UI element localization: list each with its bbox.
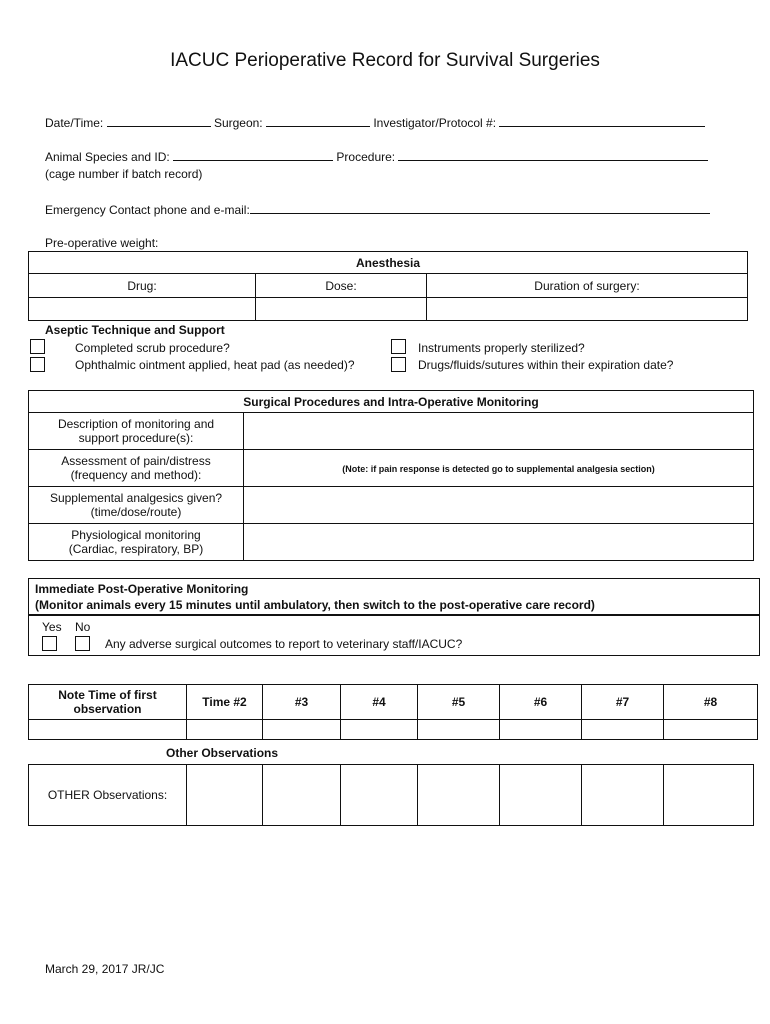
other-observations-table	[28, 764, 754, 826]
species-label: Animal Species and ID:	[45, 150, 170, 164]
pain-note: (Note: if pain response is detected go to supplemental analgesia section)	[342, 464, 655, 474]
header-line-2	[45, 150, 708, 164]
ointment-checkbox[interactable]	[30, 357, 45, 372]
adverse-question: Any adverse surgical outcomes to report to veterinary staff/IACUC?	[105, 637, 463, 651]
drug-cell[interactable]	[29, 298, 256, 321]
no-checkbox[interactable]	[75, 636, 90, 651]
other-cell-3[interactable]	[263, 765, 341, 826]
preop-weight-label: Pre-operative weight:	[45, 236, 159, 250]
no-label: No	[75, 620, 91, 634]
date-time-field[interactable]	[107, 116, 211, 127]
other-cell-5[interactable]	[418, 765, 500, 826]
first-observation-l1: Note Time of first	[58, 688, 157, 702]
surgeon-field[interactable]	[266, 116, 370, 127]
instruments-checkbox[interactable]	[391, 339, 406, 354]
cage-note: (cage number if batch record)	[45, 167, 203, 181]
yes-label: Yes	[42, 620, 62, 634]
pain-cell[interactable]	[244, 450, 754, 487]
instruments-label: Instruments properly sterilized?	[418, 341, 585, 355]
duration-header: Duration of surgery:	[427, 274, 748, 298]
time-6-header: #6	[500, 685, 582, 720]
scrub-label: Completed scrub procedure?	[75, 341, 230, 355]
physiological-label	[29, 524, 244, 561]
analgesics-label-l2: (time/dose/route)	[90, 505, 182, 519]
time-3-cell[interactable]	[263, 720, 341, 740]
analgesics-cell[interactable]	[244, 487, 754, 524]
time-5-header: #5	[418, 685, 500, 720]
analgesics-label	[29, 487, 244, 524]
other-cell-8[interactable]	[664, 765, 754, 826]
species-field[interactable]	[173, 150, 333, 161]
physiological-label-l1: Physiological monitoring	[71, 528, 201, 542]
physiological-label-l2: (Cardiac, respiratory, BP)	[68, 542, 204, 556]
pain-label	[29, 450, 244, 487]
page-title: IACUC Perioperative Record for Survival Surgeries	[170, 50, 600, 71]
time-3-header: #3	[263, 685, 341, 720]
anesthesia-table	[28, 251, 748, 321]
other-observations-label: OTHER Observations:	[29, 765, 187, 826]
investigator-label: Investigator/Protocol #:	[373, 116, 497, 130]
drugs-label: Drugs/fluids/sutures within their expiration date?	[418, 358, 674, 372]
time-4-cell[interactable]	[341, 720, 418, 740]
header-line-1	[45, 116, 705, 130]
time-6-cell[interactable]	[500, 720, 582, 740]
monitoring-label-l2: support procedure(s):	[78, 431, 194, 445]
date-time-label: Date/Time:	[45, 116, 104, 130]
procedure-label: Procedure:	[336, 150, 396, 164]
time-7-header: #7	[582, 685, 664, 720]
other-cell-7[interactable]	[582, 765, 664, 826]
observation-time-table	[28, 684, 758, 740]
other-cell-6[interactable]	[500, 765, 582, 826]
ointment-label: Ophthalmic ointment applied, heat pad (as needed)?	[75, 358, 355, 372]
surgeon-label: Surgeon:	[213, 116, 263, 130]
time-8-cell[interactable]	[664, 720, 758, 740]
time-7-cell[interactable]	[582, 720, 664, 740]
other-observations-heading: Other Observations	[166, 746, 279, 760]
surgical-heading: Surgical Procedures and Intra-Operative Monitoring	[29, 391, 754, 413]
anesthesia-heading: Anesthesia	[29, 252, 748, 274]
time-8-header: #8	[664, 685, 758, 720]
drugs-checkbox[interactable]	[391, 357, 406, 372]
dose-cell[interactable]	[256, 298, 427, 321]
dose-header: Dose:	[256, 274, 427, 298]
drug-header: Drug:	[29, 274, 256, 298]
pain-label-l2: (frequency and method):	[70, 468, 202, 482]
analgesics-label-l1: Supplemental analgesics given?	[49, 491, 223, 505]
footer-date: March 29, 2017 JR/JC	[45, 962, 165, 976]
first-observation-l2: observation	[73, 702, 142, 716]
postop-heading-2: (Monitor animals every 15 minutes until ambulatory, then switch to the post-operative care record)	[35, 598, 595, 612]
pain-label-l1: Assessment of pain/distress	[61, 454, 211, 468]
physiological-cell[interactable]	[244, 524, 754, 561]
yes-checkbox[interactable]	[42, 636, 57, 651]
monitoring-label-l1: Description of monitoring and	[57, 417, 215, 431]
procedure-field[interactable]	[398, 150, 708, 161]
other-cell-2[interactable]	[187, 765, 263, 826]
monitoring-cell[interactable]	[244, 413, 754, 450]
emergency-field[interactable]	[250, 203, 710, 214]
scrub-checkbox[interactable]	[30, 339, 45, 354]
investigator-field[interactable]	[499, 116, 705, 127]
monitoring-label	[29, 413, 244, 450]
time-5-cell[interactable]	[418, 720, 500, 740]
time-2-cell[interactable]	[187, 720, 263, 740]
first-observation-cell[interactable]	[29, 720, 187, 740]
surgical-table	[28, 390, 754, 561]
duration-cell[interactable]	[427, 298, 748, 321]
time-2-header: Time #2	[187, 685, 263, 720]
header-line-3	[45, 203, 710, 217]
emergency-label: Emergency Contact phone and e-mail:	[45, 203, 250, 217]
postop-heading-1: Immediate Post-Operative Monitoring	[35, 582, 249, 596]
time-4-header: #4	[341, 685, 418, 720]
other-cell-4[interactable]	[341, 765, 418, 826]
aseptic-heading: Aseptic Technique and Support	[45, 323, 225, 337]
first-observation-header	[29, 685, 187, 720]
